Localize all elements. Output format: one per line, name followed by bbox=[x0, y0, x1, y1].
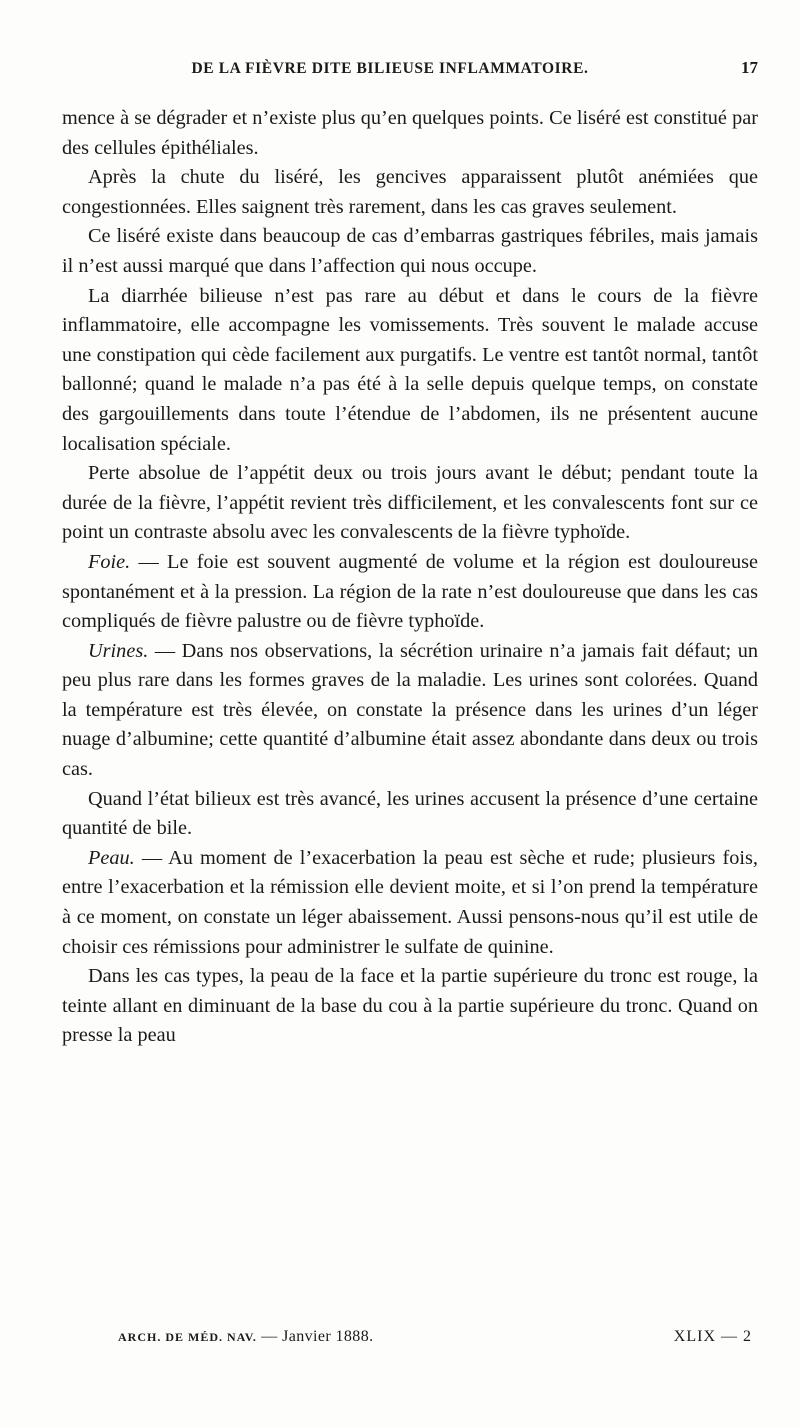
paragraph bbox=[62, 962, 758, 1051]
paragraph bbox=[62, 282, 758, 460]
paragraph-text: mence à se dégrader et n’existe plus qu’en quelques points. Ce liséré est constitué par des cellules épithéliales. bbox=[62, 107, 758, 159]
section-lead-foie: Foie. bbox=[88, 550, 131, 573]
paragraph bbox=[62, 459, 758, 548]
footer-citation bbox=[118, 1328, 374, 1352]
paragraph bbox=[62, 163, 758, 222]
paragraph-text: — Au moment de l’exacerbation la peau est sèche et rude; plusieurs fois, entre l’exacerbation et la rémission elle devient moite, et si l’on prend la température à ce moment, on constate un léger abaissement. Aussi pensons-nous qu’il est utile de choisir ces rémissions pour administrer le sulfate de quinine. bbox=[62, 846, 758, 958]
paragraph-text: — Le foie est souvent augmenté de volume et la région est douloureuse spontanément et à la pression. La région de la rate n’est douloureuse que dans les cas compliqués de fièvre palustre ou de fièvre typhoïde. bbox=[62, 550, 758, 633]
journal-name: ARCH. DE MÉD. NAV. bbox=[118, 1330, 257, 1344]
volume-signature: XLIX — 2 bbox=[673, 1328, 752, 1345]
paragraph bbox=[62, 844, 758, 962]
paragraph-text: La diarrhée bilieuse n’est pas rare au début et dans le cours de la fièvre inflammatoire, elle accompagne les vomissements. Très souvent le malade accuse une constipation qui cède facilement aux purgatifs. Le ventre est tantôt normal, tantôt ballonné; quand le malade n’a pas été à la selle depuis quelque temps, on constate des gargouillements dans toute l’étendue de l’abdomen, ils ne présentent aucune localisation spéciale. bbox=[62, 284, 758, 455]
paragraph bbox=[62, 785, 758, 844]
section-lead-urines: Urines. bbox=[88, 639, 149, 662]
paragraph bbox=[62, 104, 758, 163]
paragraph-text: Perte absolue de l’appétit deux ou trois jours avant le début; pendant toute la durée de la fièvre, l’appétit revient très difficilement, et les convalescents font sur ce point un contraste absolu avec les convalescents de la fièvre typhoïde. bbox=[62, 462, 758, 544]
page-header bbox=[62, 58, 758, 84]
paragraph bbox=[62, 548, 758, 637]
paragraph bbox=[62, 222, 758, 281]
issue-date: — Janvier 1888. bbox=[256, 1328, 374, 1345]
page-footer bbox=[118, 1328, 752, 1352]
paragraph-text: Quand l’état bilieux est très avancé, les urines accusent la présence d’une certaine quantité de bile. bbox=[62, 787, 758, 840]
page-number: 17 bbox=[741, 58, 758, 77]
paragraph bbox=[62, 637, 758, 785]
paragraph-text: Dans les cas types, la peau de la face et la partie supérieure du tronc est rouge, la teinte allant en diminuant de la base du cou à la partie supérieure du tronc. Quand on presse la peau bbox=[62, 965, 758, 1047]
paragraph-text: — Dans nos observations, la sécrétion urinaire n’a jamais fait défaut; un peu plus rare dans les formes graves de la maladie. Les urines sont colorées. Quand la température est très élevée, on constate la présence dans les urines d’un léger nuage d’albumine; cette quantité d’albumine était assez abondante dans deux ou trois cas. bbox=[62, 639, 758, 781]
running-head: DE LA FIÈVRE DITE BILIEUSE INFLAMMATOIRE. bbox=[191, 60, 589, 77]
body-text bbox=[62, 104, 758, 1051]
paragraph-text: Ce liséré existe dans beaucoup de cas d’embarras gastriques fébriles, mais jamais il n’est aussi marqué que dans l’affection qui nous occupe. bbox=[62, 225, 758, 277]
paragraph-text: Après la chute du liséré, les gencives apparaissent plutôt anémiées que congestionnées. Elles saignent très rarement, dans les cas graves seulement. bbox=[62, 166, 758, 218]
section-lead-peau: Peau. bbox=[88, 846, 135, 869]
